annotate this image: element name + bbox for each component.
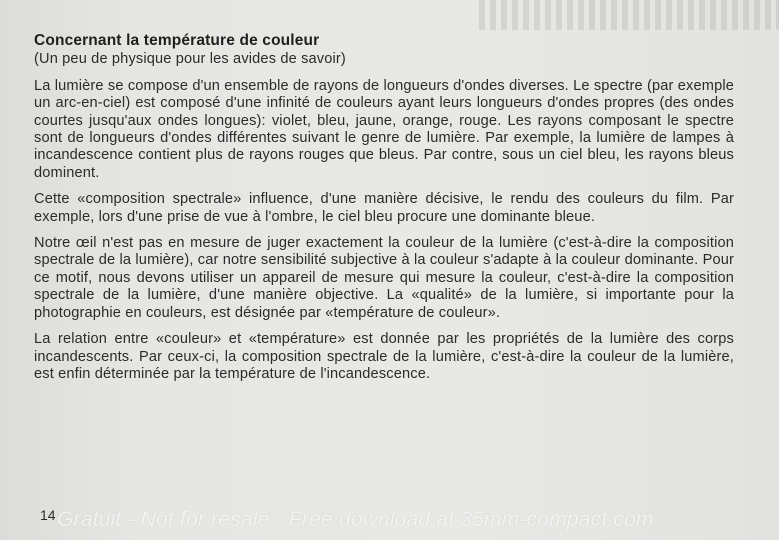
paragraph-1: La lumière se compose d'un ensemble de rayons de longueurs d'ondes diverses. Le spectre (par exemple un arc-en-ciel) est composé d'une infinité de couleurs ayant leurs longueurs d'ondes propres (des ondes courtes jusqu'aux ondes longues): violet, bleu, jaune, orange, rouge. Les rayons composant le spectre sont de longueurs d'ondes différentes suivant le genre de lumière. Par exemple, la lumière de lampes à incandescence contient plus de rayons rouges que bleus. Par contre, sous un ciel bleu, les rayons bleus dominent. — [34, 77, 734, 181]
paragraph-4: La relation entre «couleur» et «température» est donnée par les propriétés de la lumière des corps incandescents. Par ceux-ci, la composition spectrale de la lumière, c'est-à-dire la couleur de la lumière, est enfin déterminée par la température de l'incandescence. — [34, 331, 734, 382]
paragraph-2: Cette «composition spectrale» influence, d'une manière décisive, le rendu des couleurs du film. Par exemple, lors d'une prise de vue à l'ombre, le ciel bleu procure une dominante bleue. — [34, 191, 734, 225]
page-number: 14 — [40, 507, 56, 523]
paragraph-3: Notre œil n'est pas en mesure de juger exactement la couleur de la lumière (c'est-à-dire la composition spectrale de la lumière), car notre sensibilité subjective à la couleur s'adapte à la couleur dominante. Pour ce motif, nous devons utiliser un appareil de mesure qui mesure la couleur, c'est-à-dire la composition spectrale de la lumière, d'une manière objective. La «qualité» de la lumière, si importante pour la photographie en couleurs, est désignée par «température de couleur». — [34, 235, 734, 321]
show-through-text — [479, 0, 779, 30]
text-block — [34, 32, 734, 392]
section-subheading: (Un peu de physique pour les avides de savoir) — [34, 51, 346, 68]
section-heading: Concernant la température de couleur — [34, 32, 320, 49]
watermark-text: Gratuit - Not for resale - Free download at 35mm-compact.com — [57, 508, 654, 531]
